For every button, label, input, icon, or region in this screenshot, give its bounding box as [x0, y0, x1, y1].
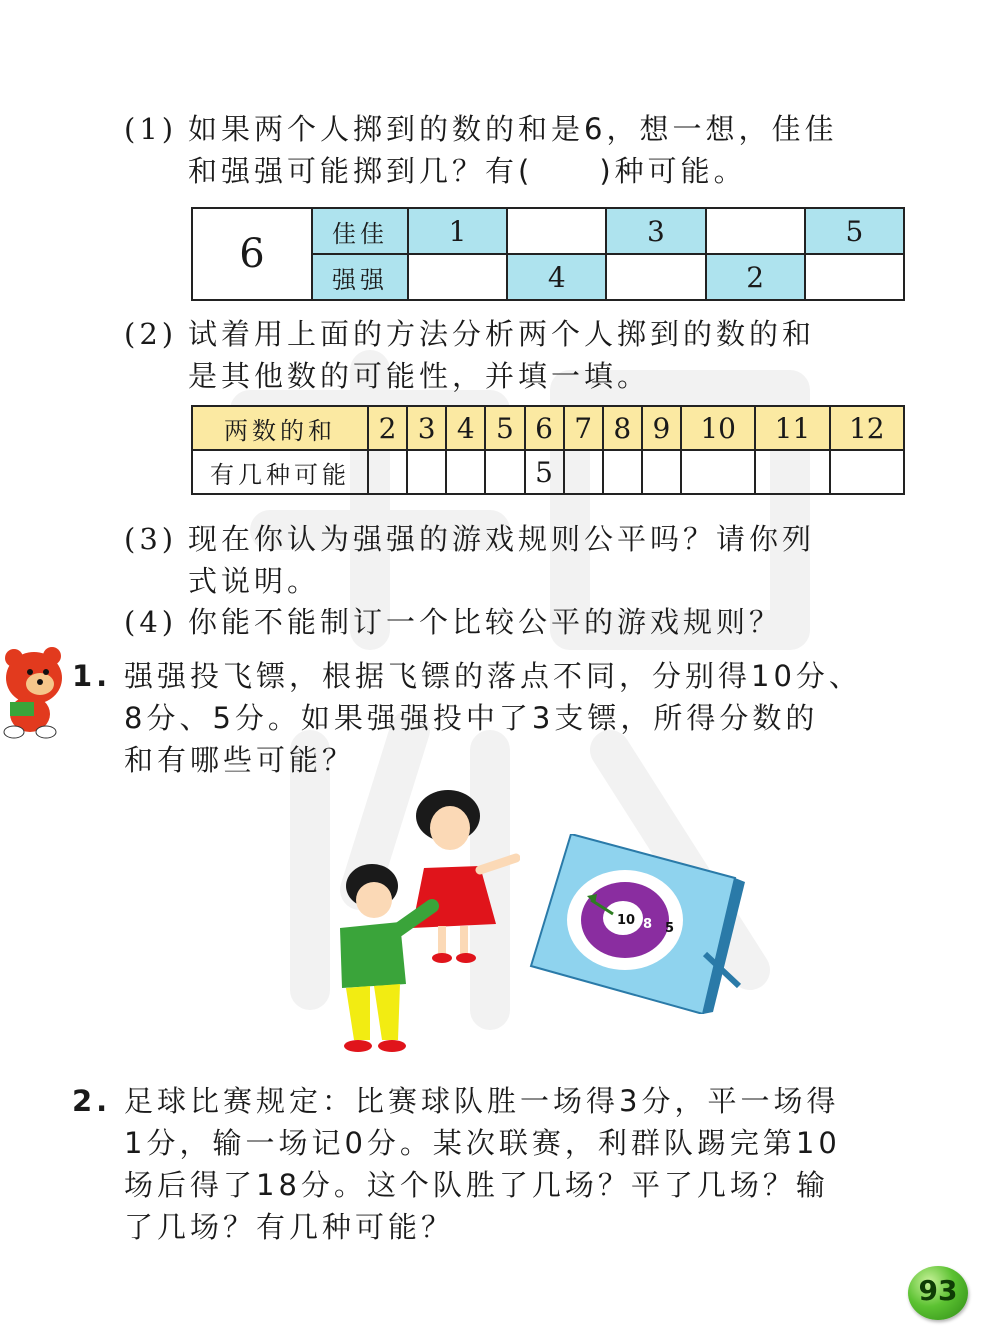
exercise-2-line-4: 了几场？有几种可能？	[124, 1210, 455, 1244]
sum-six-cell: 6	[192, 208, 312, 300]
qiangqiang-cell-2: 4	[507, 254, 606, 300]
sum-header-12: 12	[830, 406, 904, 450]
page-number: 93	[918, 1274, 958, 1307]
header-sum-label: 两数的和	[192, 406, 368, 450]
question-4-number: (4)	[124, 605, 178, 639]
jiajia-cell-3: 3	[606, 208, 705, 254]
count-cell-10[interactable]	[681, 450, 755, 494]
exercise-1-number: 1.	[72, 659, 112, 693]
sum-header-9: 9	[642, 406, 681, 450]
sum-header-3: 3	[407, 406, 446, 450]
count-cell-3[interactable]	[407, 450, 446, 494]
count-cell-11[interactable]	[755, 450, 829, 494]
dartboard-label-8: 8	[643, 917, 653, 932]
exercise-2-line-3: 场后得了18分。这个队胜了几场？平了几场？输	[124, 1168, 829, 1202]
count-cell-7[interactable]	[564, 450, 603, 494]
question-3-line-1: 现在你认为强强的游戏规则公平吗？请你列	[188, 522, 816, 556]
exercise-1-line-2: 8分、5分。如果强强投中了3支镖，所得分数的	[124, 701, 819, 735]
exercise-1-line-1: 强强投飞镖，根据飞镖的落点不同，分别得10分、	[124, 659, 862, 693]
exercise-1	[72, 655, 862, 781]
row-label-count: 有几种可能	[192, 450, 368, 494]
count-cell-6: 5	[525, 450, 564, 494]
count-cell-9[interactable]	[642, 450, 681, 494]
question-3-number: (3)	[124, 522, 178, 556]
qiangqiang-cell-5[interactable]	[805, 254, 904, 300]
sum-header-11: 11	[755, 406, 829, 450]
sum-header-4: 4	[446, 406, 485, 450]
exercise-2-line-2: 1分，输一场记0分。某次联赛，利群队踢完第10	[124, 1126, 841, 1160]
sum-possibilities-table	[191, 405, 905, 495]
bear-mascot-icon	[0, 644, 74, 740]
jiajia-cell-1: 1	[408, 208, 507, 254]
count-cell-4[interactable]	[446, 450, 485, 494]
question-1-number: (1)	[124, 112, 178, 146]
question-1-line-1: 如果两个人掷到的数的和是6，想一想，佳佳	[188, 112, 838, 146]
question-3-line-2: 式说明。	[188, 564, 321, 598]
qiangqiang-cell-1[interactable]	[408, 254, 507, 300]
exercise-1-line-3: 和有哪些可能？	[124, 743, 356, 777]
question-4	[124, 601, 782, 643]
dartboard-label-10: 10	[617, 913, 636, 928]
count-cell-8[interactable]	[603, 450, 642, 494]
sum-header-10: 10	[681, 406, 755, 450]
sum-header-5: 5	[485, 406, 524, 450]
children-illustration	[320, 788, 520, 1053]
jiajia-cell-5: 5	[805, 208, 904, 254]
question-1-line-2: 和强强可能掷到几？有( )种可能。	[188, 154, 747, 188]
question-2-line-1: 试着用上面的方法分析两个人掷到的数的和	[188, 317, 816, 351]
count-cell-12[interactable]	[830, 450, 904, 494]
question-3	[124, 518, 815, 602]
count-cell-5[interactable]	[485, 450, 524, 494]
qiangqiang-cell-3[interactable]	[606, 254, 705, 300]
row-label-jiajia: 佳佳	[312, 208, 408, 254]
question-2-line-2: 是其他数的可能性，并填一填。	[188, 359, 651, 393]
qiangqiang-cell-4: 2	[706, 254, 805, 300]
dartboard-label-5: 5	[665, 921, 675, 936]
exercise-2	[72, 1080, 841, 1248]
page-number-badge	[908, 1266, 968, 1320]
question-2-number: (2)	[124, 317, 178, 351]
sum-header-7: 7	[564, 406, 603, 450]
sum-header-2: 2	[368, 406, 407, 450]
row-label-qiangqiang: 强强	[312, 254, 408, 300]
jiajia-cell-2[interactable]	[507, 208, 606, 254]
dartboard-illustration	[525, 834, 757, 1014]
jiajia-cell-4[interactable]	[706, 208, 805, 254]
sum-header-8: 8	[603, 406, 642, 450]
count-cell-2[interactable]	[368, 450, 407, 494]
dice-sum-6-table	[191, 207, 905, 301]
exercise-2-line-1: 足球比赛规定：比赛球队胜一场得3分，平一场得	[124, 1084, 840, 1118]
question-2	[124, 313, 815, 397]
exercise-2-number: 2.	[72, 1084, 112, 1118]
sum-header-6: 6	[525, 406, 564, 450]
question-1	[124, 108, 837, 192]
question-4-line-1: 你能不能制订一个比较公平的游戏规则？	[188, 605, 783, 639]
